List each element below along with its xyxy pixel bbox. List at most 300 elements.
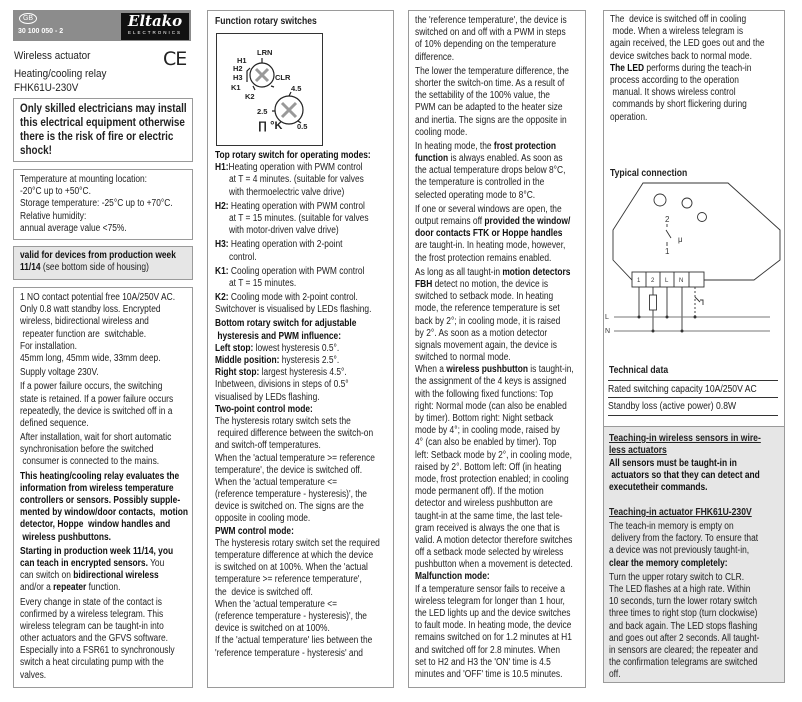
text-line <box>609 633 759 645</box>
text-line <box>610 99 765 111</box>
text-line <box>20 507 188 519</box>
text-line <box>215 428 380 440</box>
teach-in-note <box>609 458 789 497</box>
text: with the following fixed functions: Top <box>415 388 554 400</box>
bold-text: detector, Hoppe window handles and <box>20 519 171 531</box>
text-line <box>20 609 188 621</box>
text-line <box>215 318 380 330</box>
wiring-diagram <box>604 180 786 345</box>
text-line <box>415 216 574 228</box>
text: device is switched on. The signs are the <box>215 501 364 513</box>
text: in sensors are cleared; the repeater and <box>609 644 758 656</box>
label-h2: H2 <box>233 64 243 73</box>
text: Relative humidity: <box>20 210 87 222</box>
text-line <box>415 253 574 265</box>
text: If a power failure occurs, the switching <box>20 381 163 393</box>
bold-text: can teach in encrypted sensors. <box>20 557 148 569</box>
text-line <box>215 379 380 391</box>
text: a device was not previously taught-in, <box>609 545 750 557</box>
text-line <box>610 63 765 75</box>
text-line <box>20 444 188 456</box>
text: If one or several windows are open, the <box>415 203 562 215</box>
text-line <box>415 376 574 388</box>
text: pushbutton when a movement is detected. <box>415 559 573 571</box>
text: selected operating mode to 8°C. <box>415 189 536 201</box>
text-line <box>415 267 574 279</box>
text: signals movement again, the device is <box>415 339 557 351</box>
text: visualised by LEDs flashing. <box>215 391 320 403</box>
text: Supply voltage 230V. <box>20 367 99 379</box>
description-text <box>20 292 220 684</box>
text: 1 NO contact potential free 10A/250V AC. <box>20 292 176 303</box>
text-line <box>415 413 574 425</box>
text: is always enabled. As soon as <box>448 153 563 165</box>
text-line <box>415 78 574 90</box>
text: remains switched on for 1.2 minutes at H1 <box>415 632 572 644</box>
control-modes-text <box>415 15 604 683</box>
text: the assignment of the 4 keys is assigned <box>415 376 567 388</box>
bold-text: H3: <box>215 239 229 251</box>
text: mode permanent off). If the motion <box>415 486 544 498</box>
contact-1: 1 <box>665 247 670 256</box>
product-name: Heating/cooling relay <box>14 68 107 80</box>
paragraph <box>610 14 794 124</box>
paragraph <box>215 318 411 659</box>
label-h1: H1 <box>237 56 247 65</box>
text-line <box>20 670 188 682</box>
text-line <box>215 292 380 304</box>
text-line <box>609 572 759 584</box>
text: the LED lights up and the device switches <box>415 608 571 619</box>
text-line <box>20 198 173 210</box>
text: temperature difference at which the device <box>215 550 374 561</box>
text: Inbetween, divisions in steps of 0.5° <box>215 379 349 391</box>
text: If a temperature sensor fails to receive a <box>415 583 565 595</box>
text: device is switched on at 100%. <box>215 623 330 635</box>
text: the settability of the 100% value, the <box>415 90 550 102</box>
text: valves. <box>20 669 47 681</box>
paragraph <box>215 266 411 290</box>
text-line <box>20 262 176 274</box>
text: wireless telegram can be taught-in into <box>20 620 164 632</box>
text: 4° (can also be enabled by timer). Top <box>415 437 557 449</box>
text-line <box>610 26 765 38</box>
text-line <box>20 341 188 353</box>
text: Every change in state of the contact is <box>20 596 162 608</box>
text: synchronisation before the switched <box>20 444 154 456</box>
text-line <box>415 401 574 413</box>
text: this electrical equipment otherwise <box>20 117 185 129</box>
bold-text: bidirectional wireless <box>73 570 159 582</box>
bold-text: Two-point control mode: <box>215 403 313 415</box>
text-line <box>415 102 574 114</box>
text: function. <box>86 582 121 594</box>
text-line <box>609 545 759 557</box>
text: required difference between the switch-on <box>215 428 374 440</box>
text: Only 0.8 watt standby loss. Encrypted <box>20 304 161 316</box>
text: PWM can be adapted to the heater size <box>415 102 563 114</box>
text: set to H2 and H3 the 'ON' time is 4.5 <box>415 656 551 668</box>
bold-text: repeater <box>53 582 87 594</box>
bold-text: Top rotary switch for operating modes: <box>215 150 371 161</box>
text-line <box>609 470 760 482</box>
label-k1: K1 <box>231 83 241 92</box>
text: three times to right stop (turn clockwise) <box>609 608 758 620</box>
terminal-n: N <box>679 278 684 284</box>
text-line <box>20 353 188 365</box>
label-lrn: LRN <box>257 48 273 57</box>
text-line <box>609 584 759 596</box>
text-line <box>20 406 188 418</box>
text-line <box>415 474 574 486</box>
bold-text: 11/14 <box>20 262 41 274</box>
text-line <box>215 574 380 586</box>
technical-data-title: Technical data <box>609 365 669 376</box>
text-line <box>415 632 574 644</box>
text-line <box>20 130 187 144</box>
rotary-switch-section <box>207 10 394 688</box>
text-line <box>609 669 759 681</box>
control-modes-section <box>408 10 586 688</box>
text: detector and wireless pushbutton are <box>415 498 553 510</box>
text: commands by short flickering during <box>610 99 747 111</box>
text-line <box>215 331 380 343</box>
paragraph <box>215 239 411 263</box>
actuator-instructions <box>609 521 788 683</box>
text: the frost protection remains enabled. <box>415 252 552 264</box>
text-line <box>415 279 574 291</box>
text-line <box>215 587 380 599</box>
text: device switches back to normal mode. <box>610 50 752 62</box>
paragraph <box>20 471 220 544</box>
text: When the 'actual temperature <= <box>215 598 338 610</box>
text: the confirmation telegrams are switched <box>609 657 758 669</box>
actuator-heading: Teaching-in actuator FHK61U-230V <box>609 507 752 518</box>
paragraph <box>20 250 206 274</box>
text-line <box>215 599 380 611</box>
country-badge: GB <box>19 13 37 24</box>
text-line <box>20 483 188 495</box>
text-line <box>215 538 380 550</box>
label-k2: K2 <box>245 92 255 101</box>
text: back by 2°; in cooling mode, it is raised <box>415 315 561 327</box>
text: repeatedly, the device is switched off in a <box>20 405 173 417</box>
paragraph <box>20 102 214 158</box>
text-line <box>20 102 187 116</box>
text-line <box>609 596 759 608</box>
text-line <box>415 425 574 437</box>
text: switch a heat circulating pump with the <box>20 657 164 669</box>
bold-text: PWM control mode: <box>215 525 294 537</box>
rotary-switches-icon <box>217 34 322 145</box>
text: When the 'actual temperature >= reference <box>215 452 375 464</box>
text-line <box>215 465 380 477</box>
text: is taught-in, <box>527 364 574 376</box>
text-line <box>610 75 765 87</box>
line-n-label: N <box>605 328 611 335</box>
text-line <box>415 291 574 303</box>
text: lowest hysteresis 0.5°. <box>253 342 340 354</box>
text-line <box>415 52 574 64</box>
paragraph <box>20 432 220 469</box>
text-line <box>415 498 574 510</box>
text: and back again. The LED stops flashing <box>609 620 758 632</box>
text: mode, the reference temperature is set <box>415 303 560 315</box>
text-line <box>215 526 380 538</box>
text: operation. <box>610 111 648 123</box>
text-line <box>20 211 173 223</box>
bold-text: Middle position: <box>215 355 280 366</box>
text: shorter the switch-on time. As a result of <box>415 77 565 89</box>
text-line <box>215 513 380 525</box>
description-box <box>13 287 193 688</box>
text-line <box>415 90 574 102</box>
text-line <box>415 389 574 401</box>
text-line <box>215 623 380 635</box>
text-line <box>415 596 574 608</box>
text-line <box>415 535 574 547</box>
text: other actuators and the GFVS software. <box>20 633 169 645</box>
bold-text: mented by window/door contacts, motion <box>20 507 189 519</box>
bold-text: All sensors must be taught-in in <box>609 458 737 469</box>
bold-text: executetheir commands. <box>609 482 708 494</box>
text-line <box>415 511 574 523</box>
teach-in-heading-2: less actuators <box>609 445 667 456</box>
bold-text: wireless pushbutton <box>446 364 528 376</box>
connection-title: Typical connection <box>610 168 688 179</box>
text-line <box>415 66 574 78</box>
text: As long as all taught-in <box>415 266 503 278</box>
text: The device is switched off in cooling <box>610 14 747 25</box>
text-line <box>20 316 188 328</box>
ce-mark: CE <box>163 48 187 70</box>
bold-text: Left stop: <box>215 342 254 354</box>
text-line <box>20 546 188 558</box>
text: the 'reference temperature', the device is <box>415 15 567 26</box>
text: mode by 4°; in cooling mode, raised by <box>415 425 560 437</box>
text: 10 seconds, turn the lower rotary switch <box>609 596 758 608</box>
text-line <box>215 550 380 562</box>
text: gram received is always the one that is <box>415 522 560 534</box>
text-line <box>415 547 574 559</box>
text-line <box>415 141 574 153</box>
bold-text: hysteresis and PWM influence: <box>215 330 342 342</box>
bold-text: K1: <box>215 265 229 277</box>
text: (see bottom side of housing) <box>40 262 149 274</box>
text-line <box>415 316 574 328</box>
bold-text: provided the window/ <box>484 216 571 227</box>
text: can switch on <box>20 570 74 582</box>
text: and switched off for 2.8 minutes. When <box>415 644 561 656</box>
text-line <box>415 27 574 39</box>
paragraph <box>609 572 788 682</box>
text: annual average value <75%. <box>20 222 127 234</box>
text: mode. When a wireless telegram is <box>610 26 744 38</box>
text-line <box>20 582 188 594</box>
text-line <box>415 450 574 462</box>
text: switched on and off with a PWM in steps <box>415 27 566 39</box>
paragraph <box>215 292 411 316</box>
text: Cooling mode with 2-point control. <box>228 292 358 304</box>
text: and switch-off temperatures. <box>215 440 321 452</box>
text-line <box>609 657 759 669</box>
text: -20°C up to +50°C. <box>20 186 91 198</box>
text: If the 'actual temperature' lies between the <box>215 635 373 647</box>
text: off. <box>609 669 621 681</box>
text: Turn the upper rotary switch to CLR. <box>609 571 745 583</box>
text: process according to the operation <box>610 74 739 86</box>
text-line <box>215 355 380 367</box>
text-line <box>610 38 765 50</box>
paragraph <box>215 201 411 238</box>
text: Especially into a FSR61 to synchronously <box>20 645 175 657</box>
text-line <box>20 223 173 235</box>
text: Switchover is visualised by LEDs flashing. <box>215 304 372 316</box>
paragraph <box>215 150 411 199</box>
bold-text: The LED <box>610 62 645 74</box>
text: In heating mode, the <box>415 140 494 152</box>
text-line <box>215 635 380 647</box>
text: by 2°. As soon as a motion detector <box>415 327 548 339</box>
text-line <box>415 204 574 216</box>
text: manual. It shows wireless control <box>610 87 736 99</box>
text-line <box>20 558 188 570</box>
paragraph <box>415 267 604 681</box>
text: at T = 4 minutes. (suitable for valves <box>215 174 364 186</box>
text: valid. A motion detector therefore switches <box>415 534 573 546</box>
bold-text: Starting in production week 11/14, you <box>20 545 174 557</box>
label-unit: ∏ °K <box>258 120 283 132</box>
text-line <box>215 489 380 501</box>
text: again received, the LED goes out and the <box>610 38 765 50</box>
text-line <box>215 239 380 251</box>
bold-text: controllers or sensors. Possibly supple- <box>20 495 181 506</box>
tech-value: Rated switching capacity 10A/250V AC <box>608 384 757 395</box>
text: difference. <box>415 51 455 63</box>
header-bar <box>13 10 191 41</box>
text: largest hysteresis 4.5°. <box>259 367 347 379</box>
text: 45mm long, 45mm wide, 33mm deep. <box>20 352 161 364</box>
text-line <box>215 162 380 174</box>
text-line <box>215 440 380 452</box>
bold-text: door contacts FTK or Hoppe handles <box>415 228 563 240</box>
text-line <box>20 570 188 582</box>
text-line <box>20 621 188 633</box>
text-line <box>609 533 759 545</box>
text-line <box>609 645 759 657</box>
paragraph <box>415 15 604 64</box>
text-line <box>20 633 188 645</box>
paragraph <box>20 174 202 235</box>
text-line <box>20 381 188 393</box>
text-line <box>415 364 574 376</box>
safety-warning <box>20 102 214 160</box>
text: performs during the teach-in <box>644 62 752 74</box>
text: with thermoelectric valve drive) <box>215 186 345 198</box>
text-line <box>415 486 574 498</box>
label-0-5: 0.5 <box>297 122 308 131</box>
bold-text: Right stop: <box>215 367 260 379</box>
text: The hysteresis rotary switch sets the <box>215 415 351 427</box>
text-line <box>20 144 187 158</box>
text: there is the risk of fire or electric <box>20 131 174 143</box>
rotary-switch-text <box>215 150 411 662</box>
text: and inertia. The signs are the opposite in <box>415 114 567 126</box>
text-line <box>415 240 574 252</box>
text: is switched on at 100%. When the 'actual <box>215 562 368 574</box>
text: 'reference temperature - hysteresis' and <box>215 647 363 659</box>
text: minutes and 'OFF' time is 10.5 minutes. <box>415 668 563 680</box>
paragraph <box>609 458 789 495</box>
section-title: Function rotary switches <box>215 16 317 27</box>
text-line <box>20 304 188 316</box>
rotary-switch-diagram <box>216 33 323 146</box>
text: temperature >= reference temperature', <box>215 574 362 586</box>
text-line <box>215 562 380 574</box>
text: Cooling operation with PWM control <box>228 265 365 277</box>
text: taught-in at the same time, the last tele- <box>415 510 563 522</box>
text-line <box>609 558 759 570</box>
label-clr: CLR <box>275 73 291 82</box>
bold-text: motion detectors <box>502 266 571 278</box>
text-line <box>215 648 380 660</box>
text: temperature', the device is switched off. <box>215 464 363 476</box>
text-line <box>20 186 173 198</box>
text-line <box>215 343 380 355</box>
text-line <box>415 608 574 620</box>
text-line <box>415 177 574 189</box>
paragraph <box>20 597 220 682</box>
terminal-1: 1 <box>637 278 641 284</box>
text-line <box>20 597 188 609</box>
paragraph <box>415 66 604 139</box>
contact-2: 2 <box>665 215 670 224</box>
text-line <box>20 174 173 186</box>
text: When a <box>415 364 447 376</box>
text: wireless telegram for longer than 1 hour, <box>415 595 565 607</box>
paragraph <box>20 381 220 430</box>
text: The teach-in memory is empty on <box>609 521 734 532</box>
text: After installation, wait for short automatic <box>20 432 172 444</box>
text: of 10% depending on the temperature <box>415 39 557 51</box>
text-line <box>610 112 765 124</box>
bold-text: valid for devices from production week <box>20 250 176 261</box>
text: the actual temperature drops below 8°C, <box>415 165 566 177</box>
text-line <box>415 657 574 669</box>
text-line <box>415 190 574 202</box>
text-line <box>415 462 574 474</box>
text-line <box>20 367 188 379</box>
text: Heating operation with PWM control <box>228 200 365 212</box>
paragraph <box>609 521 788 570</box>
text-line <box>215 213 380 225</box>
text: Storage temperature: -25°C up to +70°C. <box>20 198 173 210</box>
text-line <box>415 228 574 240</box>
text-line <box>415 115 574 127</box>
teach-in-section <box>604 426 784 682</box>
text-line <box>609 482 760 494</box>
text: Heating operation with 2-point <box>228 239 343 251</box>
text: (reference temperature - hysteresis)', the <box>215 489 367 501</box>
text-line <box>215 266 380 278</box>
validity-note <box>20 250 206 276</box>
text: are taught-in. In heating mode, however, <box>415 240 566 252</box>
text: right: Normal mode (can also be enabled <box>415 400 567 412</box>
terminal-2: 2 <box>651 278 655 284</box>
product-model: FHK61U-230V <box>14 82 79 94</box>
text-line <box>415 340 574 352</box>
text-line <box>415 39 574 51</box>
